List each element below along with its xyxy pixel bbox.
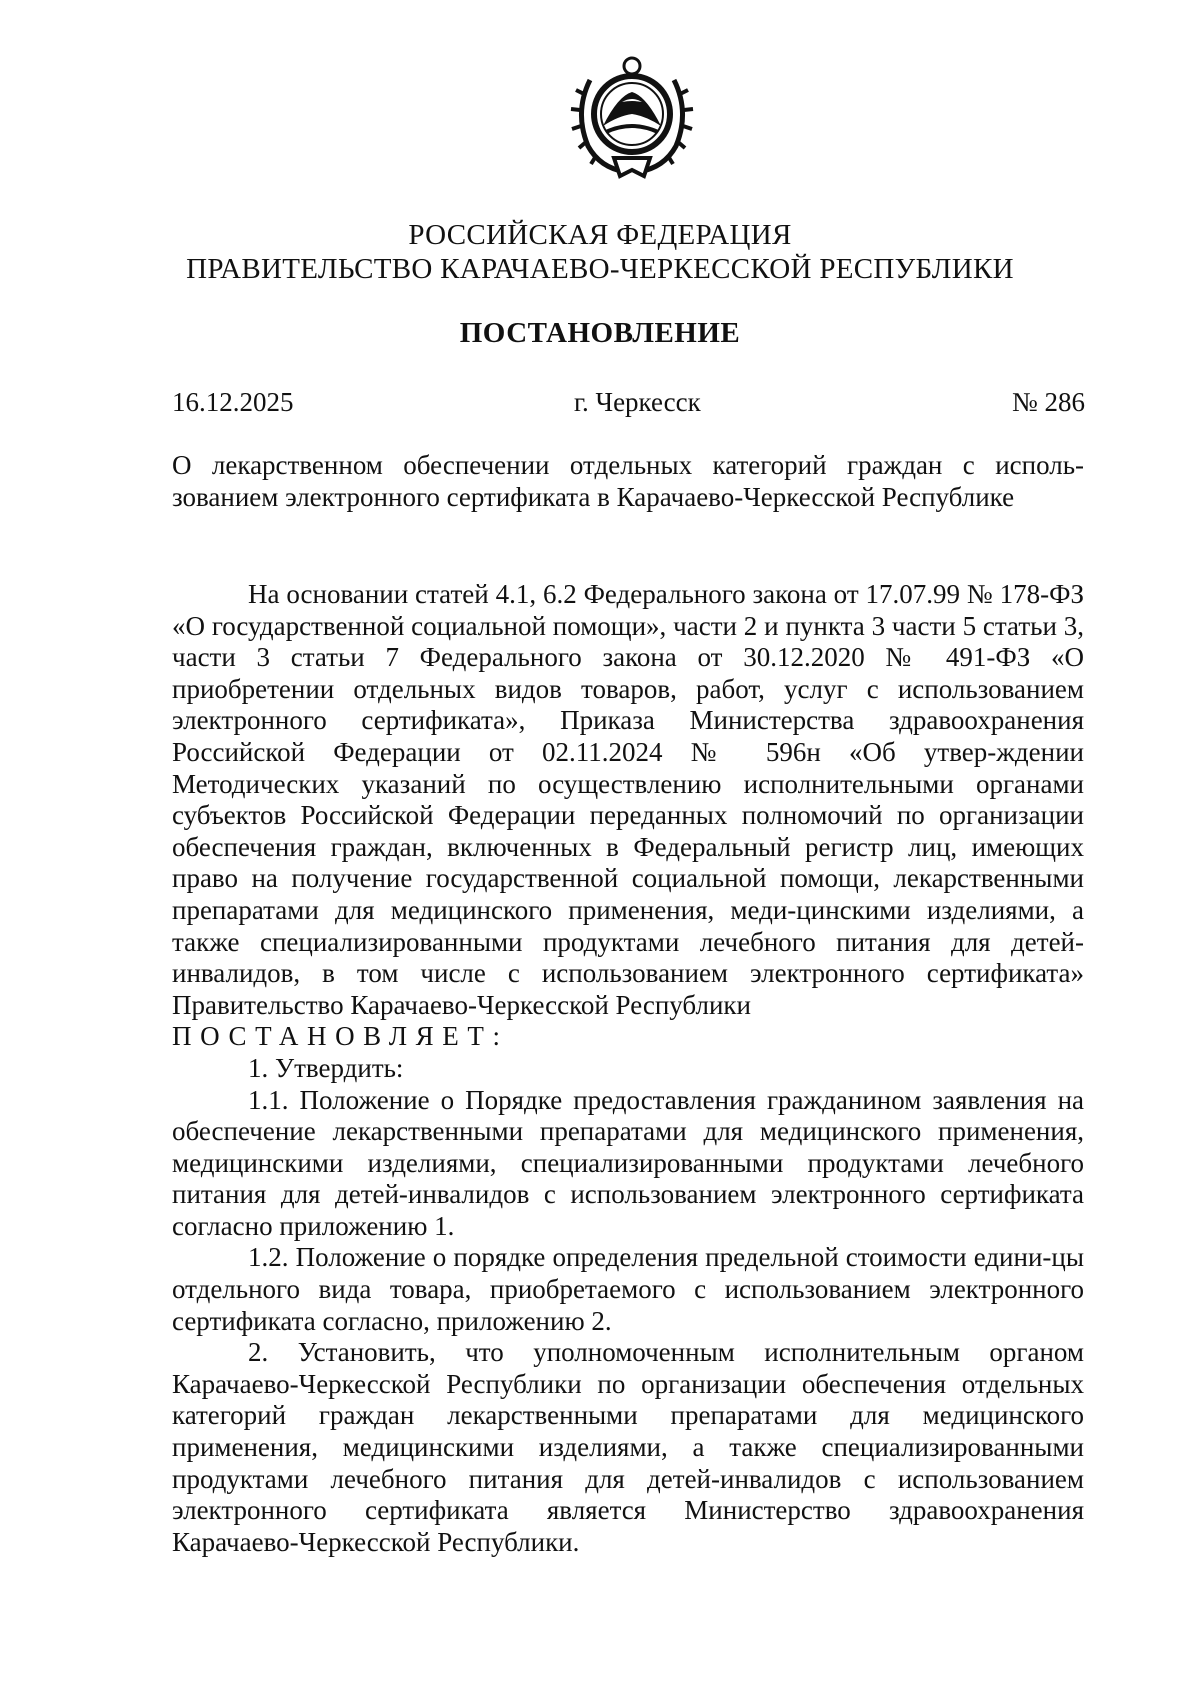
preamble-paragraph: На основании статей 4.1, 6.2 Федерального закона от 17.07.99 № 178-ФЗ «О государственной социальной помощи», части 2 и пункта 3 части 5 статьи 3, части 3 статьи 7 Федерального закона от 30.12.2020 № 491-ФЗ «О приобретении отдельных видов товаров, работ, услуг с использованием электронного сертификата», Приказа Министерства здравоохранения Российской Федерации от 02.11.2024 № 596н «Об утвер-ждении Методических указаний по осуществлению исполнительными органами субъектов Российской Федерации переданных полномочий по организации обеспечения граждан, включенных в Федеральный регистр лиц, имеющих право на получение государственной социальной помощи, лекарственными препаратами для медицинского применения, меди-цинскими изделиями, а также специализированными продуктами лечебного питания для детей-инвалидов, в том числе с использованием электронного сертификата» Правительство Карачаево-Черкесской Республики [172, 579, 1084, 1020]
document-date: 16.12.2025 [172, 387, 294, 417]
document-city: г. Черкесск [574, 387, 701, 417]
country-heading: РОССИЙСКАЯ ФЕДЕРАЦИЯ [408, 219, 792, 251]
item-1-2: 1.2. Положение о порядке определения предельной стоимости едини-цы отдельного вида товара, приобретаемого с использованием электронного сертификата согласно, приложению 2. [172, 1242, 1084, 1336]
document-type-title: ПОСТАНОВЛЕНИЕ [459, 317, 741, 349]
decree-word: ПОСТАНОВЛЯЕТ: [172, 1021, 509, 1052]
document-subject: О лекарственном обеспечении отдельных категорий граждан с исполь-зованием электронного сертификата в Карачаево-Черкесской Республике [172, 450, 1084, 512]
document-body [172, 579, 1084, 1558]
item-1-1: 1.1. Положение о Порядке предоставления гражданином заявления на обеспечение лекарственными препаратами для медицинского применения, медицинскими изделиями, специализированными продуктами лечебного питания для детей-инвалидов с использованием электронного сертификата согласно приложению 1. [172, 1084, 1084, 1241]
item-1: 1. Утвердить: [248, 1052, 404, 1083]
document-number: № 286 [1011, 387, 1085, 417]
coat-of-arms-emblem [570, 50, 694, 184]
item-2: 2. Установить, что уполномоченным исполнительным органом Карачаево-Черкесской Республики по организации обеспечения отдельных категорий граждан лекарственными препаратами для медицинского применения, медицинскими изделиями, а также специализированными продуктами лечебного питания для детей-инвалидов с использованием электронного сертификата является Министерство здравоохранения Карачаево-Черкесской Республики. [172, 1337, 1084, 1557]
government-heading: ПРАВИТЕЛЬСТВО КАРАЧАЕВО-ЧЕРКЕССКОЙ РЕСПУБЛИКИ [186, 253, 1014, 285]
